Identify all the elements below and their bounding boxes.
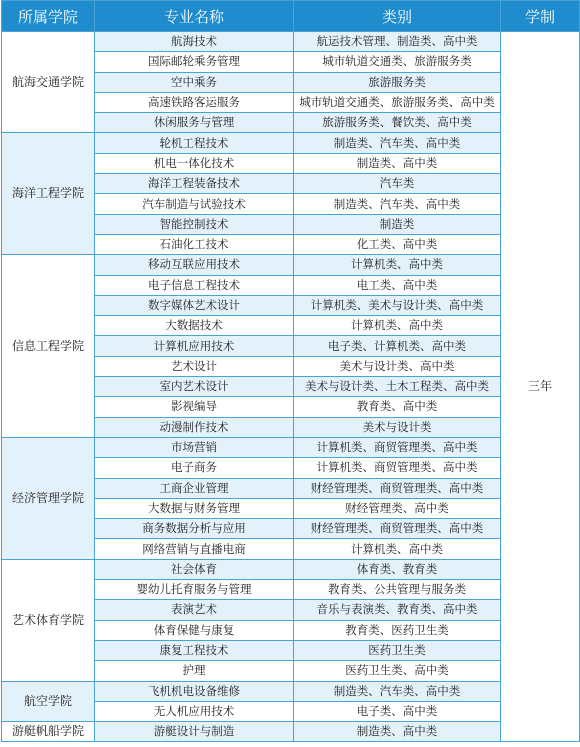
major-cell: 移动互联应用技术 bbox=[95, 255, 294, 275]
header-college: 所属学院 bbox=[2, 1, 95, 32]
major-cell: 工商企业管理 bbox=[95, 478, 294, 498]
major-cell: 电子商务 bbox=[95, 458, 294, 478]
major-cell: 高速铁路客运服务 bbox=[95, 92, 294, 112]
category-cell: 医药卫生类、高中类 bbox=[294, 661, 501, 681]
college-cell: 航空学院 bbox=[2, 681, 95, 722]
category-cell: 电子类、高中类 bbox=[294, 701, 501, 721]
table-row bbox=[2, 722, 580, 742]
major-cell: 航海技术 bbox=[95, 32, 294, 52]
major-cell: 市场营销 bbox=[95, 437, 294, 457]
category-cell: 美术与设计类、高中类 bbox=[294, 356, 501, 376]
category-cell: 旅游服务类、餐饮类、高中类 bbox=[294, 113, 501, 133]
category-cell: 制造类 bbox=[294, 214, 501, 234]
college-cell: 艺术体育学院 bbox=[2, 559, 95, 681]
major-cell: 影视编导 bbox=[95, 397, 294, 417]
header-major: 专业名称 bbox=[95, 1, 294, 32]
major-cell: 休闲服务与管理 bbox=[95, 113, 294, 133]
major-cell: 艺术设计 bbox=[95, 356, 294, 376]
major-cell: 大数据技术 bbox=[95, 316, 294, 336]
major-cell: 康复工程技术 bbox=[95, 640, 294, 660]
category-cell: 教育类、公共管理与服务类 bbox=[294, 580, 501, 600]
major-cell: 游艇设计与制造 bbox=[95, 722, 294, 742]
category-cell: 美术与设计类、土木工程类、高中类 bbox=[294, 377, 501, 397]
category-cell: 制造类、高中类 bbox=[294, 722, 501, 742]
category-cell: 计算机类、高中类 bbox=[294, 539, 501, 559]
category-cell: 教育类、医药卫生类 bbox=[294, 620, 501, 640]
category-cell: 制造类、汽车类、高中类 bbox=[294, 194, 501, 214]
major-cell: 汽车制造与试验技术 bbox=[95, 194, 294, 214]
header-category: 类别 bbox=[294, 1, 501, 32]
header-row bbox=[2, 1, 580, 32]
table-row bbox=[2, 681, 580, 701]
category-cell: 计算机类、美术与设计类、高中类 bbox=[294, 295, 501, 315]
category-cell: 财经管理类、商贸管理类、高中类 bbox=[294, 519, 501, 539]
header-duration: 学制 bbox=[501, 1, 580, 32]
category-cell: 计算机类、高中类 bbox=[294, 255, 501, 275]
category-cell: 计算机类、商贸管理类、高中类 bbox=[294, 437, 501, 457]
major-cell: 动漫制作技术 bbox=[95, 417, 294, 437]
table-row bbox=[2, 32, 580, 52]
category-cell: 城市轨道交通类、旅游服务类 bbox=[294, 52, 501, 72]
major-cell: 表演艺术 bbox=[95, 600, 294, 620]
category-cell: 化工类、高中类 bbox=[294, 234, 501, 254]
major-cell: 商务数据分析与应用 bbox=[95, 519, 294, 539]
table-body bbox=[2, 32, 580, 742]
major-cell: 网络营销与直播电商 bbox=[95, 539, 294, 559]
college-cell: 经济管理学院 bbox=[2, 437, 95, 559]
college-cell: 海洋工程学院 bbox=[2, 133, 95, 255]
major-cell: 轮机工程技术 bbox=[95, 133, 294, 153]
majors-table bbox=[1, 0, 580, 742]
table-row bbox=[2, 255, 580, 275]
category-cell: 计算机类、商贸管理类、高中类 bbox=[294, 458, 501, 478]
duration-cell: 三年 bbox=[501, 32, 580, 742]
category-cell: 财经管理类、高中类 bbox=[294, 498, 501, 518]
major-cell: 数字媒体艺术设计 bbox=[95, 295, 294, 315]
category-cell: 城市轨道交通类、旅游服务类、高中类 bbox=[294, 92, 501, 112]
college-cell: 游艇帆船学院 bbox=[2, 722, 95, 742]
major-cell: 大数据与财务管理 bbox=[95, 498, 294, 518]
category-cell: 航运技术管理、制造类、高中类 bbox=[294, 32, 501, 52]
category-cell: 汽车类 bbox=[294, 174, 501, 194]
category-cell: 体育类、教育类 bbox=[294, 559, 501, 579]
category-cell: 电子类、计算机类、高中类 bbox=[294, 336, 501, 356]
major-cell: 海洋工程装备技术 bbox=[95, 174, 294, 194]
category-cell: 教育类、高中类 bbox=[294, 397, 501, 417]
major-cell: 护理 bbox=[95, 661, 294, 681]
major-cell: 婴幼儿托育服务与管理 bbox=[95, 580, 294, 600]
major-cell: 石油化工技术 bbox=[95, 234, 294, 254]
category-cell: 音乐与表演类、教育类、高中类 bbox=[294, 600, 501, 620]
table-row bbox=[2, 559, 580, 579]
major-cell: 电子信息工程技术 bbox=[95, 275, 294, 295]
category-cell: 制造类、汽车类、高中类 bbox=[294, 133, 501, 153]
major-cell: 机电一体化技术 bbox=[95, 153, 294, 173]
major-cell: 智能控制技术 bbox=[95, 214, 294, 234]
category-cell: 计算机类、高中类 bbox=[294, 316, 501, 336]
major-cell: 无人机应用技术 bbox=[95, 701, 294, 721]
category-cell: 制造类、汽车类、高中类 bbox=[294, 681, 501, 701]
major-cell: 空中乘务 bbox=[95, 72, 294, 92]
major-cell: 室内艺术设计 bbox=[95, 377, 294, 397]
college-cell: 信息工程学院 bbox=[2, 255, 95, 438]
college-cell: 航海交通学院 bbox=[2, 32, 95, 133]
major-cell: 飞机机电设备维修 bbox=[95, 681, 294, 701]
table-row bbox=[2, 133, 580, 153]
category-cell: 美术与设计类 bbox=[294, 417, 501, 437]
category-cell: 制造类、高中类 bbox=[294, 153, 501, 173]
category-cell: 旅游服务类 bbox=[294, 72, 501, 92]
table-row bbox=[2, 437, 580, 457]
category-cell: 电工类、高中类 bbox=[294, 275, 501, 295]
category-cell: 医药卫生类 bbox=[294, 640, 501, 660]
major-cell: 社会体育 bbox=[95, 559, 294, 579]
category-cell: 财经管理类、商贸管理类、高中类 bbox=[294, 478, 501, 498]
major-cell: 体育保健与康复 bbox=[95, 620, 294, 640]
major-cell: 国际邮轮乘务管理 bbox=[95, 52, 294, 72]
major-cell: 计算机应用技术 bbox=[95, 336, 294, 356]
